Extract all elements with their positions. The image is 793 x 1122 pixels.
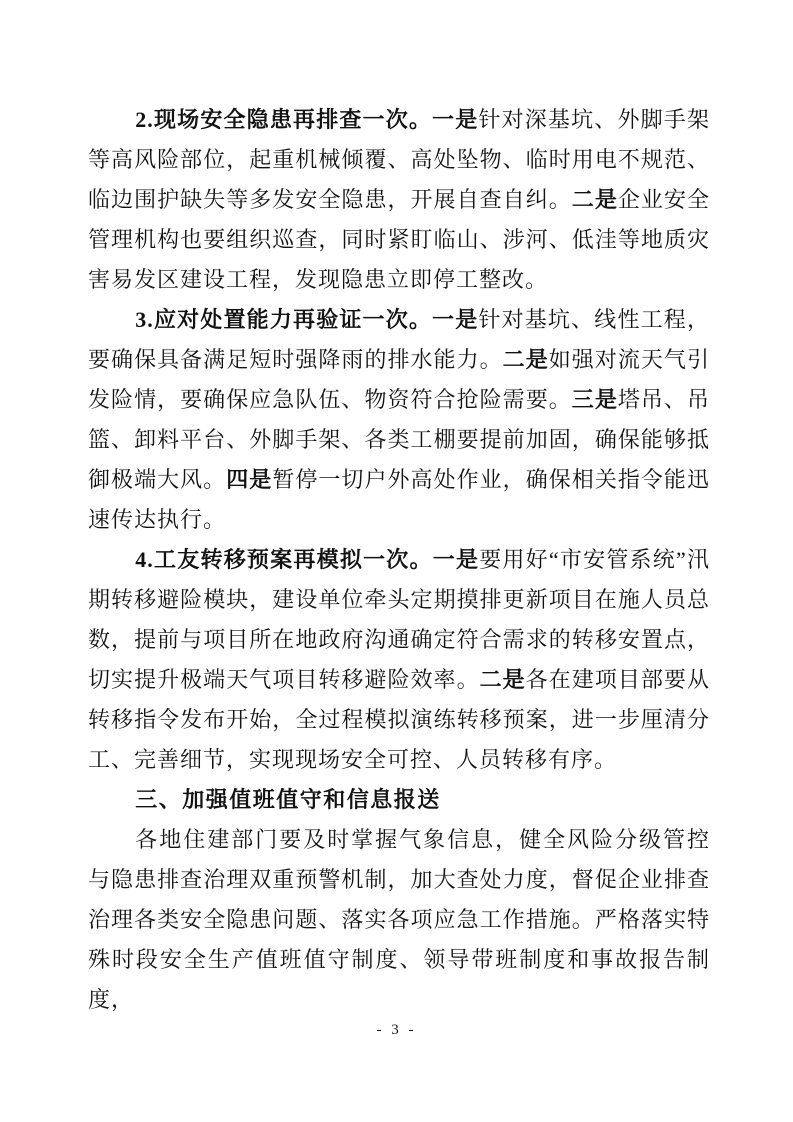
paragraph-response-capability-reverify [88, 300, 710, 540]
text-run: 各地住建部门要及时掌握气象信息，健全风险分级管控与隐患排查治理双重预警机制，加大查处力度，督促企业排查治理各类安全隐患问题、落实各项应急工作措施。严格落实特殊时段安全生产值班值守制度、领导带班制度和事故报告制度， [88, 827, 710, 1012]
document-body [88, 100, 710, 1020]
text-run: 企业安全管理机构也要组织巡查，同时紧盯临山、涉河、低洼等地质灾害易发区建设工程，发现隐患立即停工整改。 [88, 187, 710, 292]
page-number: - 3 - [376, 1022, 417, 1038]
text-run: 暂停一切户外高处作业，确保相关指令能迅速传达执行。 [88, 467, 710, 532]
paragraph-duty-and-reporting-body [88, 820, 710, 1020]
text-run: 针对深基坑、外脚手架等高风险部位，起重机械倾覆、高处坠物、临时用电不规范、临边围护缺失等多发安全隐患，开展自查自纠。 [88, 107, 710, 212]
text-run-bold: 2.现场安全隐患再排查一次。一是 [135, 107, 479, 132]
paragraph-worker-transfer-plan-resimulate [88, 540, 710, 780]
text-run-bold: 三、加强值班值守和信息报送 [135, 787, 441, 812]
text-run-bold: 3.应对处置能力再验证一次。一是 [135, 307, 479, 332]
text-run: 要用好“市安管系统”汛期转移避险模块，建设单位牵头定期摸排更新项目在施人员总数，提前与项目所在地政府沟通确定符合需求的转移安置点，切实提升极端天气项目转移避险效率。 [88, 547, 710, 692]
text-run-bold: 二是 [479, 667, 526, 692]
text-run: 如强对流天气引发险情，要确保应急队伍、物资符合抢险需要。 [88, 347, 710, 412]
text-run-bold: 三是 [571, 387, 618, 412]
text-run-bold: 4.工友转移预案再模拟一次。一是 [135, 547, 480, 572]
text-run-bold: 二是 [571, 187, 618, 212]
paragraph-site-hazard-recheck [88, 100, 710, 300]
text-run: 塔吊、吊篮、卸料平台、外脚手架、各类工棚要提前加固，确保能够抵御极端大风。 [88, 387, 710, 492]
text-run: 针对基坑、线性工程，要确保具备满足短时强降雨的排水能力。 [88, 307, 710, 372]
text-run: 各在建项目部要从转移指令发布开始，全过程模拟演练转移预案，进一步厘清分工、完善细节，实现现场安全可控、人员转移有序。 [88, 667, 710, 772]
text-run-bold: 二是 [502, 347, 549, 372]
section-heading-duty-and-reporting [88, 780, 710, 820]
text-run-bold: 四是 [226, 467, 273, 492]
